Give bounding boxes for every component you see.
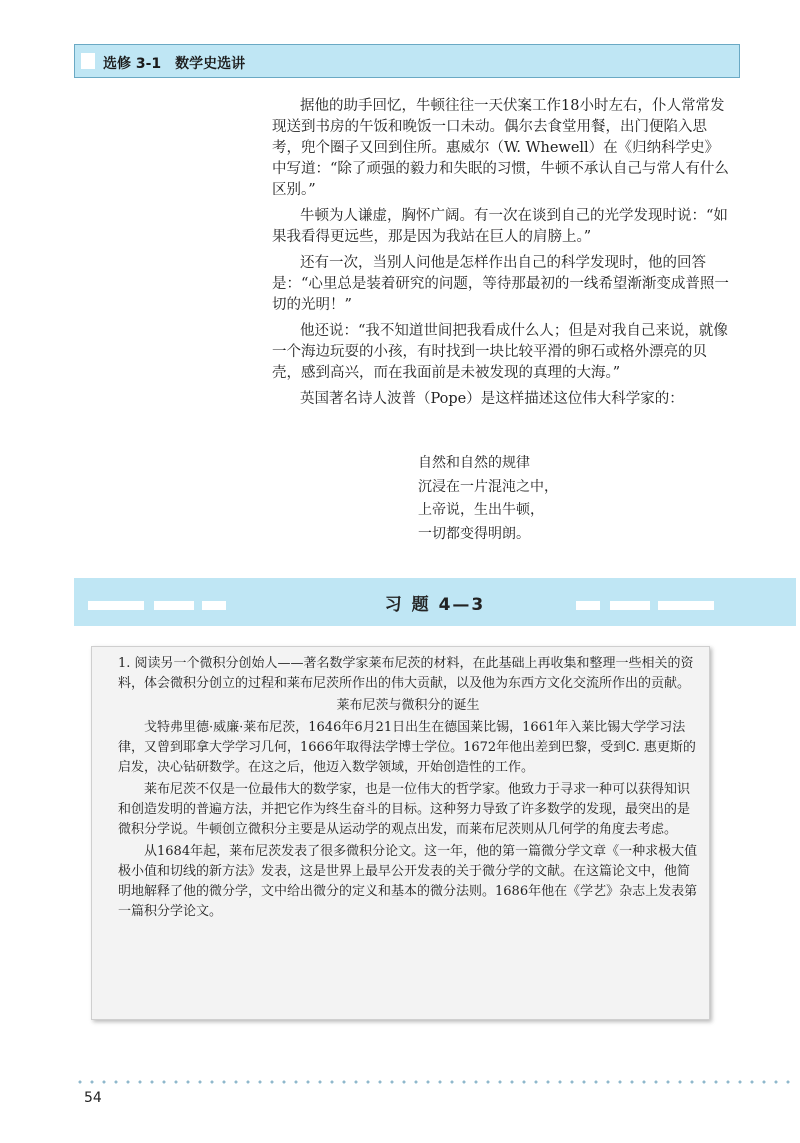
reading-paragraph: [118, 842, 698, 922]
exercise-header-band: [74, 578, 796, 626]
main-text: [272, 96, 732, 415]
paragraph-text: 英国著名诗人波普（Pope）是这样描述这位伟大科学家的：: [300, 391, 684, 407]
paragraph: [272, 206, 732, 248]
decor-bar: [576, 601, 600, 610]
decor-bar: [658, 601, 714, 610]
poem-line: 一切都变得明朗。: [418, 525, 530, 542]
decor-bar: [610, 601, 650, 610]
paragraph-text: 还有一次，当别人问他是怎样作出自己的科学发现时，他的回答是：“心里总是装着研究的问题，等待那最初的一线希望渐渐变成普照一切的光明！”: [272, 255, 729, 313]
reading-paragraph: [118, 780, 698, 840]
header-marker: [81, 53, 95, 69]
poem-line: 自然和自然的规律: [418, 455, 530, 471]
poem: [418, 452, 558, 546]
poem-line: 沉浸在一片混沌之中，: [418, 478, 558, 495]
footer-dotted-rule: [74, 1080, 796, 1084]
section-title: 选修 3-1 数学史选讲: [103, 56, 246, 72]
exercise-content: [118, 654, 698, 924]
paragraph-text: 莱布尼茨不仅是一位最伟大的数学家，也是一位伟大的哲学家。他致力于寻求一种可以获得知识和创造发明的普遍方法，并把它作为终生奋斗的目标。这种努力导致了许多数学的发现，最突出的是微积分学说。牛顿创立微积分主要是从运动学的观点出发，而莱布尼茨则从几何学的角度去考虑。: [118, 782, 691, 837]
page-number: 54: [84, 1090, 102, 1106]
paragraph: [272, 253, 732, 316]
paragraph-text: 据他的助手回忆，牛顿往往一天伏案工作18小时左右，仆人常常发现送到书房的午饭和晚饭一口未动。偶尔去食堂用餐，出门便陷入思考，兜个圈子又回到住所。惠威尔（W. Whewell）在《归纳科学史》中写道：“除了顽强的毅力和失眠的习惯，牛顿不承认自己与常人有什么区别。”: [272, 98, 729, 198]
paragraph-text: 从1684年起，莱布尼茨发表了很多微积分论文。这一年，他的第一篇微分学文章《一种求极大值极小值和切线的新方法》发表，这是世界上最早公开发表的关于微分学的文献。在这篇论文中，他简明地解释了他的微分学，文中给出微分的定义和基本的微分法则。1686年他在《学艺》杂志上发表第一篇积分学论文。: [118, 844, 698, 919]
reading-subtitle: 莱布尼茨与微积分的诞生: [336, 698, 480, 713]
paragraph: [272, 389, 732, 410]
paragraph-text: 牛顿为人谦虚，胸怀广阔。有一次在谈到自己的光学发现时说：“如果我看得更远些，那是因为我站在巨人的肩膀上。”: [272, 208, 728, 245]
paragraph: [272, 96, 732, 201]
paragraph: [272, 321, 732, 384]
exercise-question: 1. 阅读另一个微积分创始人——著名数学家莱布尼茨的材料，在此基础上再收集和整理一些相关的资料，体会微积分创立的过程和莱布尼茨所作出的伟大贡献，以及他为东西方文化交流所作出的贡献。: [118, 656, 694, 691]
exercise-title: 习 题 4—3: [384, 595, 486, 615]
section-header: [74, 44, 740, 78]
poem-line: 上帝说，生出牛顿，: [418, 502, 544, 518]
reading-paragraph: [118, 718, 698, 778]
paragraph-text: 戈特弗里德·威廉·莱布尼茨，1646年6月21日出生在德国莱比锡，1661年入莱比锡大学学习法律，又曾到耶拿大学学习几何，1666年取得法学博士学位。1672年他出差到巴黎，受到C. 惠更斯的启发，决心钻研数学。在这之后，他迈入数学领域，开始创造性的工作。: [118, 720, 696, 775]
paragraph-text: 他还说：“我不知道世间把我看成什么人；但是对我自己来说，就像一个海边玩耍的小孩，有时找到一块比较平滑的卵石或格外漂亮的贝壳，感到高兴，而在我面前是未被发现的真理的大海。”: [272, 323, 728, 381]
